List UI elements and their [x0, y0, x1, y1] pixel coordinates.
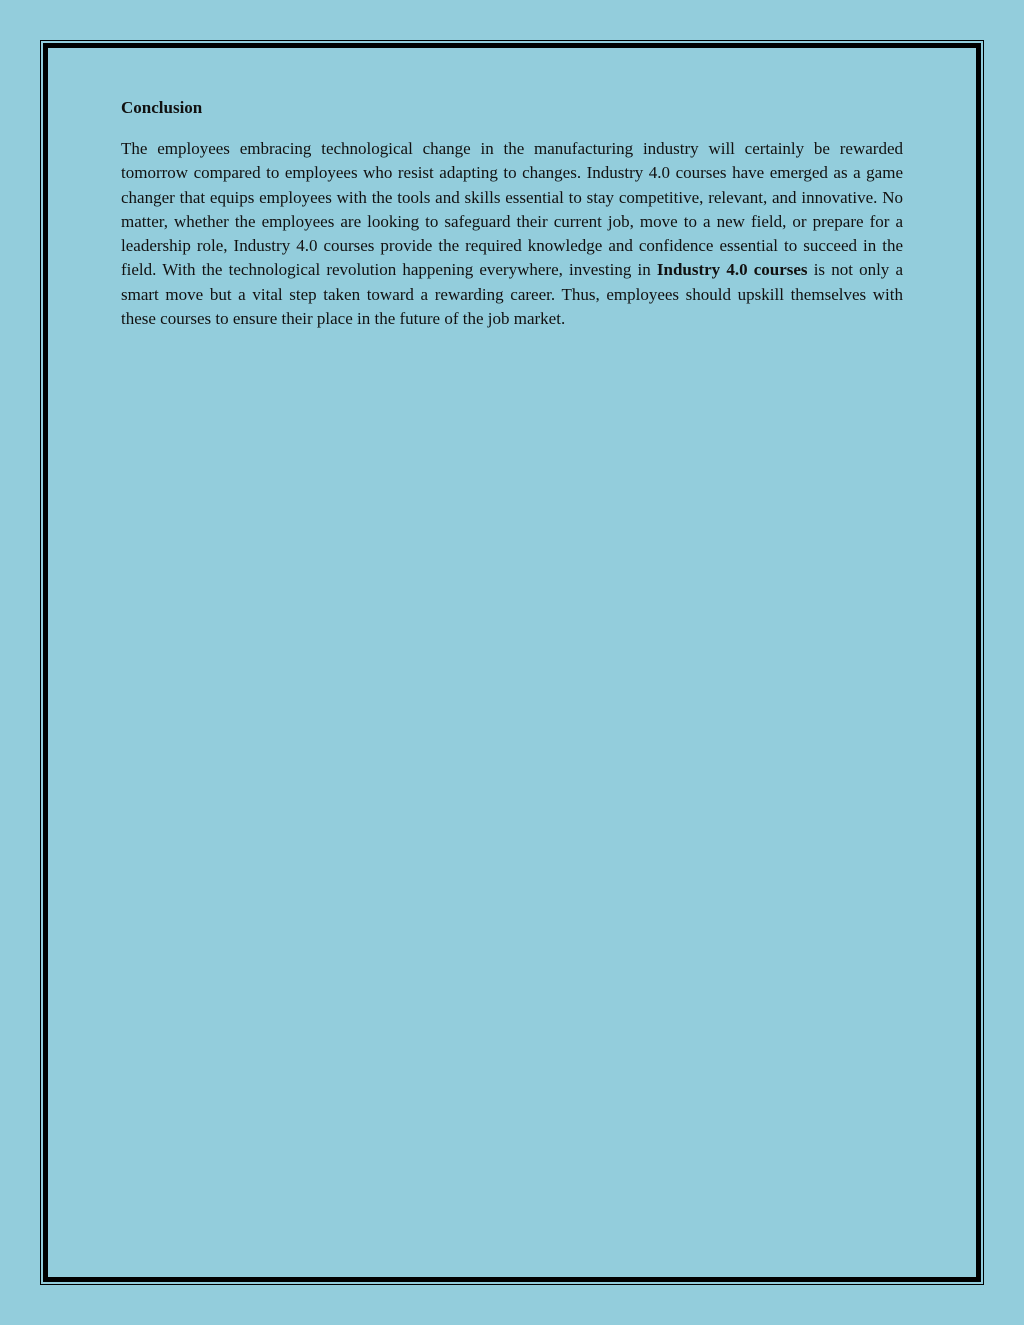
paragraph-text-part1: The employees embracing technological change in the manufacturing industry will certainly be rewarded tomorrow compared to employees who resist adapting to changes. Industry 4.0 courses have emerged as a game changer that equips employees with the tools and skills essential to stay competitive, relevant, and innovative. No matter, whether the employees are looking to safeguard their current job, move to a new field, or prepare for a leadership role, Industry 4.0 courses provide the required knowledge and confidence essential to succeed in the field. With the technological revolution happening everywhere, investing in	[121, 139, 903, 280]
conclusion-paragraph	[121, 137, 903, 331]
document-content	[121, 96, 903, 331]
industry-courses-bold-term: Industry 4.0 courses	[656, 260, 808, 280]
paragraph-text-part2: is not only a smart move but a vital step taken toward a rewarding career. Thus, employees should upskill themselves with these courses to ensure their place in the future of the job market.	[121, 260, 903, 329]
section-heading: Conclusion	[121, 98, 203, 117]
